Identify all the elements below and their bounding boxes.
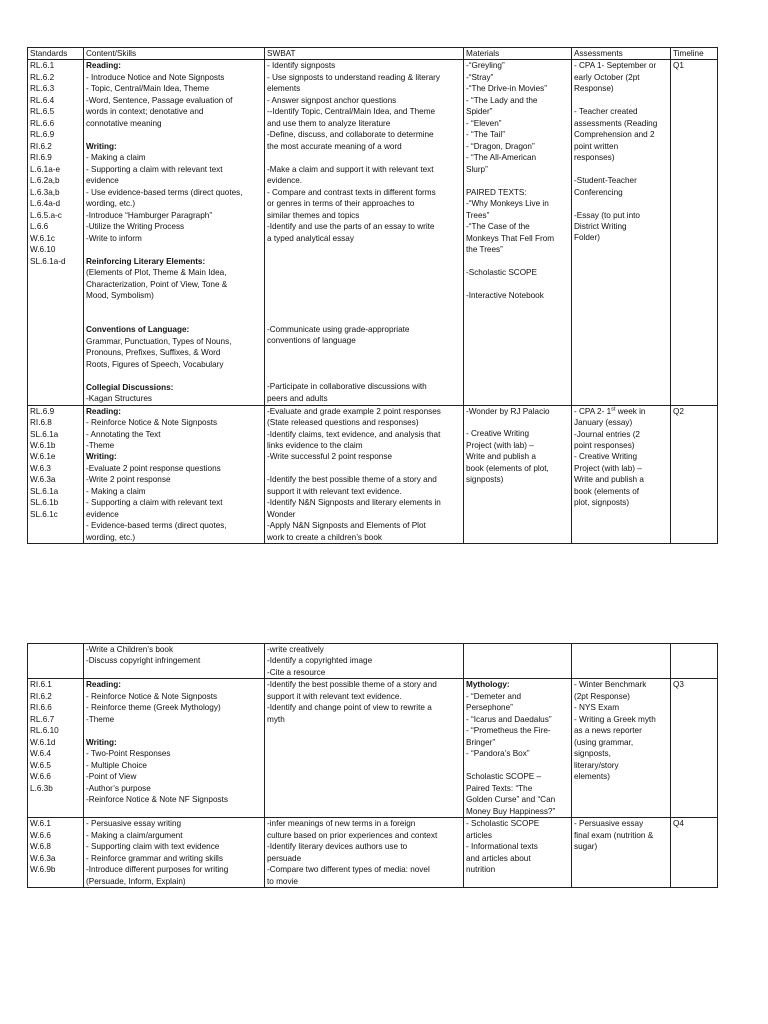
timeline-cell (671, 644, 718, 679)
swbat-cell (265, 644, 464, 679)
standards-line: L.6.2a,b (30, 176, 60, 186)
content-skills-cell (84, 644, 265, 679)
materials-line: articles (466, 830, 492, 840)
standards-line: W.6.6 (30, 830, 51, 840)
swbat-cell (265, 60, 464, 405)
assessments-line: Project (with lab) – (574, 463, 642, 473)
content-line: -Write a Children’s book (86, 645, 174, 654)
swbat-line: or genres in terms of their approaches to (267, 199, 415, 209)
standards-line: RL.6.2 (30, 72, 55, 82)
materials-line: Monkeys That Fell From (466, 233, 555, 243)
standards-line: RL.6.10 (30, 726, 59, 736)
swbat-line (267, 152, 461, 163)
materials-line (466, 760, 569, 771)
swbat-line: support it with relevant text evidence. (267, 486, 402, 496)
swbat-line: and use them to analyze literature (267, 118, 391, 128)
standards-line: RL.6.4 (30, 95, 55, 105)
standards-line: W.6.10 (30, 245, 56, 255)
materials-line: - Scholastic SCOPE (466, 819, 540, 829)
content-line: Pronouns, Prefixes, Suffixes, & Word (86, 348, 221, 358)
table-row (28, 818, 718, 888)
content-line: -Theme (86, 714, 115, 724)
standards-line: W.6.4 (30, 749, 51, 759)
header-materials: Materials (464, 48, 572, 60)
swbat-line: -Define, discuss, and collaborate to determine (267, 130, 434, 140)
swbat-line: similar themes and topics (267, 210, 360, 220)
standards-line: RL.6.5 (30, 107, 55, 117)
standards-line: W.6.1b (30, 441, 56, 450)
swbat-line (267, 290, 461, 301)
assessments-line: point responses) (574, 441, 635, 450)
materials-line (466, 175, 569, 186)
content-line (86, 725, 262, 736)
materials-line: - “Demeter and (466, 691, 522, 701)
content-line: -Word, Sentence, Passage evaluation of (86, 95, 233, 105)
materials-line: - “Icarus and Daedalus” (466, 714, 552, 724)
content-line: -Discuss copyright infringement (86, 656, 201, 666)
assessments-line: literary/story (574, 760, 619, 770)
swbat-line: persuade (267, 853, 302, 863)
content-line: -Write to inform (86, 233, 142, 243)
materials-line: the Trees” (466, 245, 503, 255)
assessments-line: final exam (nutrition & (574, 830, 654, 840)
content-line: - Supporting claim with text evidence (86, 842, 220, 852)
materials-line: -“The Drive-in Movies” (466, 84, 547, 94)
materials-cell (464, 818, 572, 888)
standards-line: RL.6.3 (30, 84, 55, 94)
content-line: evidence (86, 176, 119, 186)
swbat-line (267, 278, 461, 289)
content-line (86, 129, 262, 140)
standards-line: RL.6.9 (30, 130, 55, 140)
content-line: Roots, Figures of Speech, Vocabulary (86, 359, 224, 369)
swbat-line: -Identify and use the parts of an essay to write (267, 222, 435, 232)
content-line: - Evidence-based terms (direct quotes, (86, 521, 227, 531)
swbat-line: conventions of language (267, 336, 356, 346)
assessments-line: District Writing (574, 221, 627, 231)
content-line: (Persuade, Inform, Explain) (86, 876, 186, 886)
assessments-line: - CPA 1- September or (574, 61, 657, 71)
assessments-line: point written (574, 141, 619, 151)
standards-line: SL.6.1c (30, 509, 58, 519)
content-line: - Persuasive essay writing (86, 819, 182, 829)
swbat-line (267, 370, 461, 381)
assessments-line: assessments (Reading (574, 118, 658, 128)
content-line: connotative meaning (86, 118, 162, 128)
standards-line: SL.6.1b (30, 498, 59, 508)
swbat-line: -Identify literary devices authors use to (267, 842, 408, 852)
content-line: - Introduce Notice and Note Signposts (86, 72, 225, 82)
content-line (86, 301, 262, 312)
assessments-line: as a news reporter (574, 726, 642, 736)
assessments-cell (572, 60, 671, 405)
assessments-line: - NYS Exam (574, 703, 620, 713)
materials-line: book (elements of plot, (466, 463, 549, 473)
swbat-line: work to create a children’s book (267, 532, 382, 542)
swbat-line: -Communicate using grade-appropriate (267, 324, 410, 334)
assessments-line: (using grammar, (574, 737, 634, 747)
materials-line: -Interactive Notebook (466, 290, 544, 300)
swbat-line: -infer meanings of new terms in a foreign (267, 819, 416, 829)
assessments-line (574, 198, 668, 209)
assessments-line: Conferencing (574, 187, 623, 197)
timeline-label: Q3 (673, 680, 684, 690)
standards-line: W.6.1e (30, 452, 56, 462)
standards-line: W.6.8 (30, 842, 51, 852)
content-line: Writing: (86, 141, 117, 151)
swbat-line: -write creatively (267, 645, 324, 654)
assessments-line: -Student-Teacher (574, 176, 637, 186)
content-line: wording, etc.) (86, 199, 136, 209)
standards-line: W.6.1c (30, 233, 56, 243)
standards-line: RI.6.6 (30, 703, 52, 713)
swbat-line: a typed analytical essay (267, 233, 354, 243)
assessments-line: Write and publish a (574, 475, 644, 485)
standards-line: W.6.1 (30, 819, 51, 829)
content-line: evidence (86, 509, 119, 519)
materials-line: -“Greyling” (466, 61, 505, 71)
content-skills-cell (84, 818, 265, 888)
assessments-cell (572, 818, 671, 888)
swbat-line: -Identify claims, text evidence, and analysis that (267, 429, 441, 439)
standards-line: W.6.5 (30, 760, 51, 770)
assessments-line: sugar) (574, 842, 598, 852)
standards-line: SL.6.1a-d (30, 256, 66, 266)
standards-cell (28, 818, 84, 888)
content-line: -Utilize the Writing Process (86, 222, 185, 232)
table-row (28, 60, 718, 405)
swbat-line: -Participate in collaborative discussions with (267, 382, 427, 392)
standards-line: L.6.5.a-c (30, 210, 62, 220)
assessments-line: responses) (574, 153, 615, 163)
content-line: - Making a claim (86, 153, 146, 163)
assessments-line: - Creative Writing (574, 452, 638, 462)
materials-line: -“Why Monkeys Live in (466, 199, 549, 209)
swbat-line (267, 358, 461, 369)
assessments-line: Response) (574, 84, 614, 94)
materials-line: - “Dragon, Dragon” (466, 141, 535, 151)
standards-cell (28, 60, 84, 405)
content-line: - Reinforce Notice & Note Signposts (86, 691, 218, 701)
materials-line (466, 279, 569, 290)
content-line: Reading: (86, 61, 122, 71)
timeline-label: Q2 (673, 406, 684, 416)
header-row (28, 48, 718, 60)
swbat-line: - Compare and contrast texts in different forms (267, 187, 436, 197)
assessments-line: Comprehension and 2 (574, 130, 655, 140)
materials-line: -Wonder by RJ Palacio (466, 406, 550, 416)
materials-line: - “The Lady and the (466, 95, 538, 105)
materials-cell (464, 60, 572, 405)
assessments-line: -Essay (to put into (574, 210, 640, 220)
content-skills-cell (84, 405, 265, 544)
standards-line: RI.6.2 (30, 691, 52, 701)
standards-line: SL.6.1a (30, 486, 59, 496)
standards-line: L.6.1a-e (30, 164, 61, 174)
swbat-line: -Evaluate and grade example 2 point responses (267, 406, 441, 416)
content-line: Characterization, Point of View, Tone & (86, 279, 228, 289)
swbat-line: -Identify the best possible theme of a story and (267, 680, 437, 690)
content-line: Grammar, Punctuation, Types of Nouns, (86, 336, 232, 346)
standards-line: W.6.9b (30, 865, 56, 875)
content-line (86, 370, 262, 381)
swbat-line: Wonder (267, 509, 296, 519)
content-line: - Reinforce Notice & Note Signposts (86, 418, 218, 428)
content-line (86, 244, 262, 255)
content-line: Reinforcing Literary Elements: (86, 256, 206, 266)
assessments-line: -Journal entries (2 (574, 429, 640, 439)
standards-line: RI.6.9 (30, 153, 52, 163)
content-line: Mood, Symbolism) (86, 290, 154, 300)
swbat-line: culture based on prior experiences and context (267, 830, 438, 840)
content-line: -Introduce “Hamburger Paragraph” (86, 210, 213, 220)
materials-cell (464, 644, 572, 679)
content-line: -Write 2 point response (86, 475, 171, 485)
content-line: words in context; denotative and (86, 107, 204, 117)
swbat-line (267, 256, 461, 267)
content-line: - Reinforce theme (Greek Mythology) (86, 703, 221, 713)
assessments-line: - Winter Benchmark (574, 680, 647, 690)
materials-line: - “Pandora’s Box” (466, 749, 530, 759)
content-line: Collegial Discussions: (86, 382, 174, 392)
assessments-line: (2pt Response) (574, 691, 630, 701)
standards-line: L.6.4a-d (30, 199, 61, 209)
swbat-line: -Identify N&N Signposts and literary elements in (267, 498, 441, 508)
standards-cell (28, 644, 84, 679)
materials-line: - “The All-American (466, 153, 537, 163)
content-line: -Point of View (86, 772, 137, 782)
materials-line: - “The Tail” (466, 130, 505, 140)
curriculum-table-page-2 (27, 643, 718, 888)
materials-line (466, 417, 569, 428)
materials-line: and articles about (466, 853, 531, 863)
swbat-line (267, 244, 461, 255)
swbat-line: to movie (267, 876, 298, 886)
swbat-line: (State released questions and responses) (267, 418, 419, 428)
standards-line: W.6.6 (30, 772, 51, 782)
standards-line: W.6.3 (30, 463, 51, 473)
timeline-cell (671, 405, 718, 544)
swbat-line: -Make a claim and support it with relevant text (267, 164, 434, 174)
assessments-line: signposts, (574, 749, 611, 759)
assessments-line: book (elements of (574, 486, 640, 496)
standards-line: L.6.3a,b (30, 187, 60, 197)
content-line: -Author’s purpose (86, 783, 151, 793)
standards-line: RL.6.1 (30, 61, 55, 71)
swbat-line: elements (267, 84, 301, 94)
assessments-cell (572, 405, 671, 544)
materials-line: Paired Texts: “The (466, 783, 533, 793)
materials-line: Write and publish a (466, 452, 536, 462)
content-line: (Elements of Plot, Theme & Main Idea, (86, 268, 227, 278)
swbat-line: -Identify the best possible theme of a story and (267, 475, 437, 485)
swbat-line: --Identify Topic, Central/Main Idea, and Theme (267, 107, 436, 117)
timeline-cell (671, 679, 718, 818)
content-line: -Kagan Structures (86, 394, 152, 404)
swbat-line: the most accurate meaning of a word (267, 141, 402, 151)
assessments-line: - Persuasive essay (574, 819, 644, 829)
swbat-cell (265, 405, 464, 544)
materials-line: Slurp” (466, 164, 488, 174)
content-line (86, 313, 262, 324)
content-line: - Two-Point Responses (86, 749, 171, 759)
swbat-line: -Identify and change point of view to rewrite a (267, 703, 432, 713)
assessments-line: elements) (574, 772, 610, 782)
swbat-line: -Apply N&N Signposts and Elements of Plot (267, 521, 426, 531)
content-line: Conventions of Language: (86, 325, 190, 335)
materials-line: - “Prometheus the Fire- (466, 726, 551, 736)
swbat-line (267, 347, 461, 358)
assessments-line: January (essay) (574, 418, 633, 428)
standards-line: W.6.1d (30, 737, 56, 747)
standards-line: RI.6.8 (30, 418, 52, 428)
content-line: - Supporting a claim with relevant text (86, 498, 223, 508)
swbat-line: -Write successful 2 point response (267, 452, 392, 462)
materials-line: -“Stray” (466, 72, 494, 82)
content-line: Reading: (86, 680, 122, 690)
content-line: -Evaluate 2 point response questions (86, 463, 221, 473)
materials-cell (464, 679, 572, 818)
content-line: - Annotating the Text (86, 429, 161, 439)
content-line: wording, etc.) (86, 532, 136, 542)
curriculum-table-page-1 (27, 47, 718, 544)
swbat-line: -Identify a copyrighted image (267, 656, 373, 666)
timeline-label: Q1 (673, 61, 684, 71)
content-line: - Making a claim (86, 486, 146, 496)
content-line: -Reinforce Notice & Note NF Signposts (86, 795, 228, 805)
assessments-line (574, 164, 668, 175)
materials-line: Trees” (466, 210, 490, 220)
swbat-cell (265, 679, 464, 818)
standards-line: L.6.3b (30, 783, 53, 793)
standards-line: RL.6.6 (30, 118, 55, 128)
materials-line: -Scholastic SCOPE (466, 268, 537, 278)
swbat-line: - Identify signposts (267, 61, 336, 71)
header-swbat: SWBAT (265, 48, 464, 60)
materials-line: nutrition (466, 865, 496, 875)
header-content-skills: Content/Skills (84, 48, 265, 60)
swbat-line: - Answer signpost anchor questions (267, 95, 397, 105)
content-line: Reading: (86, 406, 122, 416)
content-line: -Introduce different purposes for writing (86, 865, 229, 875)
materials-line: -“The Case of the (466, 222, 530, 232)
swbat-line: support it with relevant text evidence. (267, 691, 402, 701)
standards-line: RI.6.1 (30, 680, 52, 690)
timeline-cell (671, 818, 718, 888)
header-standards: Standards (28, 48, 84, 60)
swbat-line: -Compare two different types of media: novel (267, 865, 430, 875)
swbat-cell (265, 818, 464, 888)
header-timeline: Timeline (671, 48, 718, 60)
table-row (28, 679, 718, 818)
timeline-cell (671, 60, 718, 405)
timeline-label: Q4 (673, 819, 684, 829)
standards-cell (28, 405, 84, 544)
standards-line: SL.6.1a (30, 429, 59, 439)
swbat-line: -Cite a resource (267, 667, 326, 677)
materials-line: signposts) (466, 475, 504, 485)
materials-line: Bringer” (466, 737, 496, 747)
assessments-line: Folder) (574, 233, 600, 243)
materials-line: - Informational texts (466, 842, 538, 852)
table-row (28, 405, 718, 544)
content-line: Writing: (86, 452, 117, 462)
assessments-line: - Teacher created (574, 107, 638, 117)
materials-line: Mythology: (466, 680, 510, 690)
materials-line: - Creative Writing (466, 429, 530, 439)
swbat-line: myth (267, 714, 285, 724)
swbat-line (267, 312, 461, 323)
content-skills-cell (84, 60, 265, 405)
materials-line: Scholastic SCOPE – (466, 772, 542, 782)
materials-line: PAIRED TEXTS: (466, 187, 527, 197)
swbat-line: evidence. (267, 176, 303, 186)
materials-line: Project (with lab) – (466, 440, 534, 450)
content-line: - Making a claim/argument (86, 830, 183, 840)
swbat-line: peers and adults (267, 393, 328, 403)
content-line: - Supporting a claim with relevant text (86, 164, 223, 174)
assessments-line: - Writing a Greek myth (574, 714, 656, 724)
swbat-line (267, 267, 461, 278)
standards-line: W.6.3a (30, 853, 56, 863)
materials-line: Money Buy Happiness?” (466, 806, 556, 816)
content-line: - Multiple Choice (86, 760, 147, 770)
standards-line: RL.6.7 (30, 714, 55, 724)
assessments-line: early October (2pt (574, 72, 640, 82)
standards-line: L.6.6 (30, 222, 49, 232)
materials-line: Persephone” (466, 703, 513, 713)
content-line: - Topic, Central/Main Idea, Theme (86, 84, 210, 94)
standards-line: RL.6.9 (30, 406, 55, 416)
content-skills-cell (84, 679, 265, 818)
swbat-line (267, 463, 461, 474)
assessments-line: plot, signposts) (574, 498, 630, 508)
content-line: -Theme (86, 441, 115, 450)
assessments-cell (572, 644, 671, 679)
content-line: - Use evidence-based terms (direct quotes, (86, 187, 243, 197)
materials-line: - “Eleven” (466, 118, 502, 128)
materials-cell (464, 405, 572, 544)
swbat-line (267, 301, 461, 312)
assessments-cell (572, 679, 671, 818)
materials-line: Spider” (466, 107, 493, 117)
table-row (28, 644, 718, 679)
swbat-line: links evidence to the claim (267, 441, 363, 450)
assessments-line: - CPA 2- 1st week in (574, 405, 646, 416)
content-line: Writing: (86, 737, 117, 747)
swbat-line: - Use signposts to understand reading & literary (267, 72, 440, 82)
header-assessments: Assessments (572, 48, 671, 60)
standards-cell (28, 679, 84, 818)
standards-line: W.6.3a (30, 475, 56, 485)
standards-line: RI.6.2 (30, 141, 52, 151)
materials-line: Golden Curse” and “Can (466, 795, 556, 805)
materials-line (466, 256, 569, 267)
content-line: - Reinforce grammar and writing skills (86, 853, 223, 863)
assessments-line (574, 95, 668, 106)
